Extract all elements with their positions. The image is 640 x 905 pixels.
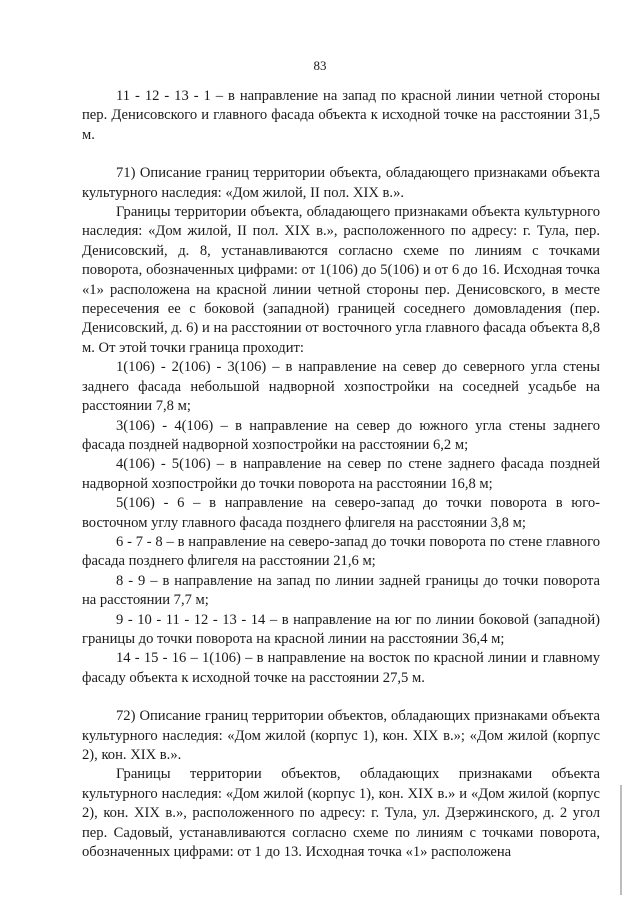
section-71-segment-5: 6 - 7 - 8 – в направление на северо-запад до точки поворота по стене главного фасада позднего флигеля на расстоянии 21,6 м;: [82, 533, 600, 570]
section-71-segment-1: 1(106) - 2(106) - 3(106) – в направление на север до северного угла стены заднего фасада небольшой надворной хозпостройки на соседней усадьбе на расстоянии 7,8 м;: [82, 359, 600, 415]
section-71-heading: 71) Описание границ территории объекта, обладающего признаками объекта культурного наследия: «Дом жилой, II пол. XIX в.».: [82, 165, 600, 201]
scan-edge-mark: [620, 785, 622, 895]
section-71-segment-7: 9 - 10 - 11 - 12 - 13 - 14 – в направление на юг по линии боковой (западной) границы до точки поворота на красной линии на расстоянии 36,4 м;: [82, 611, 600, 647]
document-body: [82, 87, 600, 862]
paragraph-route-end-section-70: 11 - 12 - 13 - 1 – в направление на запад по красной линии четной стороны пер. Денисовского и главного фасада объекта к исходной точке на расстоянии 31,5 м.: [82, 88, 600, 143]
section-71-segment-4: 5(106) - 6 – в направление на северо-запад до точки поворота в юго-восточном углу главного фасада позднего флигеля на расстоянии 3,8 м;: [82, 495, 600, 531]
section-72-intro: Границы территории объектов, обладающих признаками объекта культурного наследия: «Дом жилой (корпус 1), кон. XIX в.» и «Дом жилой (корпус 2), кон. XIX в.», расположенного по адресу: г. Тула, ул. Дзержинского, д. 2 угол пер. Садовый, устанавливаются согласно схеме по линиям с точками поворота, обозначенных цифрами: от 1 до 13. Исходная точка «1» расположена: [82, 766, 600, 861]
page-number: 83: [313, 58, 327, 73]
section-72-heading: 72) Описание границ территории объектов, обладающих признаками объекта культурного наследия: «Дом жилой (корпус 1), кон. XIX в.»; «Дом жилой (корпус 2), кон. XIX в.».: [82, 708, 600, 763]
section-gap: [82, 688, 600, 707]
section-71-segment-8: 14 - 15 - 16 – 1(106) – в направление на восток по красной линии и главному фасаду объекта к исходной точке на расстоянии 27,5 м.: [82, 650, 600, 686]
section-71-segment-3: 4(106) - 5(106) – в направление на север по стене заднего фасада поздней надворной хозпостройки до точки поворота на расстоянии 16,8 м;: [82, 456, 600, 492]
section-71-segment-6: 8 - 9 – в направление на запад по линии задней границы до точки поворота на расстоянии 7,7 м;: [82, 572, 600, 609]
section-71-segment-2: 3(106) - 4(106) – в направление на север до южного угла стены заднего фасада поздней надворной хозпостройки на расстоянии 6,2 м;: [82, 417, 600, 453]
section-gap: [82, 145, 600, 164]
section-71-intro: Границы территории объекта, обладающего признаками объекта культурного наследия: «Дом жилой, II пол. XIX в.», расположенного по адресу: г. Тула, пер. Денисовский, д. 8, устанавливаются согласно схеме по линиям с точками поворота, обозначенных цифрами: от 1(106) до 5(106) и от 6 до 16. Исходная точка «1» расположена на красной линии четной стороны пер. Денисовского, в месте пересечения ее с боковой (западной) границей соседнего домовладения (пер. Денисовский, д. 6) и на расстоянии от восточного угла главного фасада объекта 8,8 м. От этой точки граница проходит:: [82, 204, 600, 356]
